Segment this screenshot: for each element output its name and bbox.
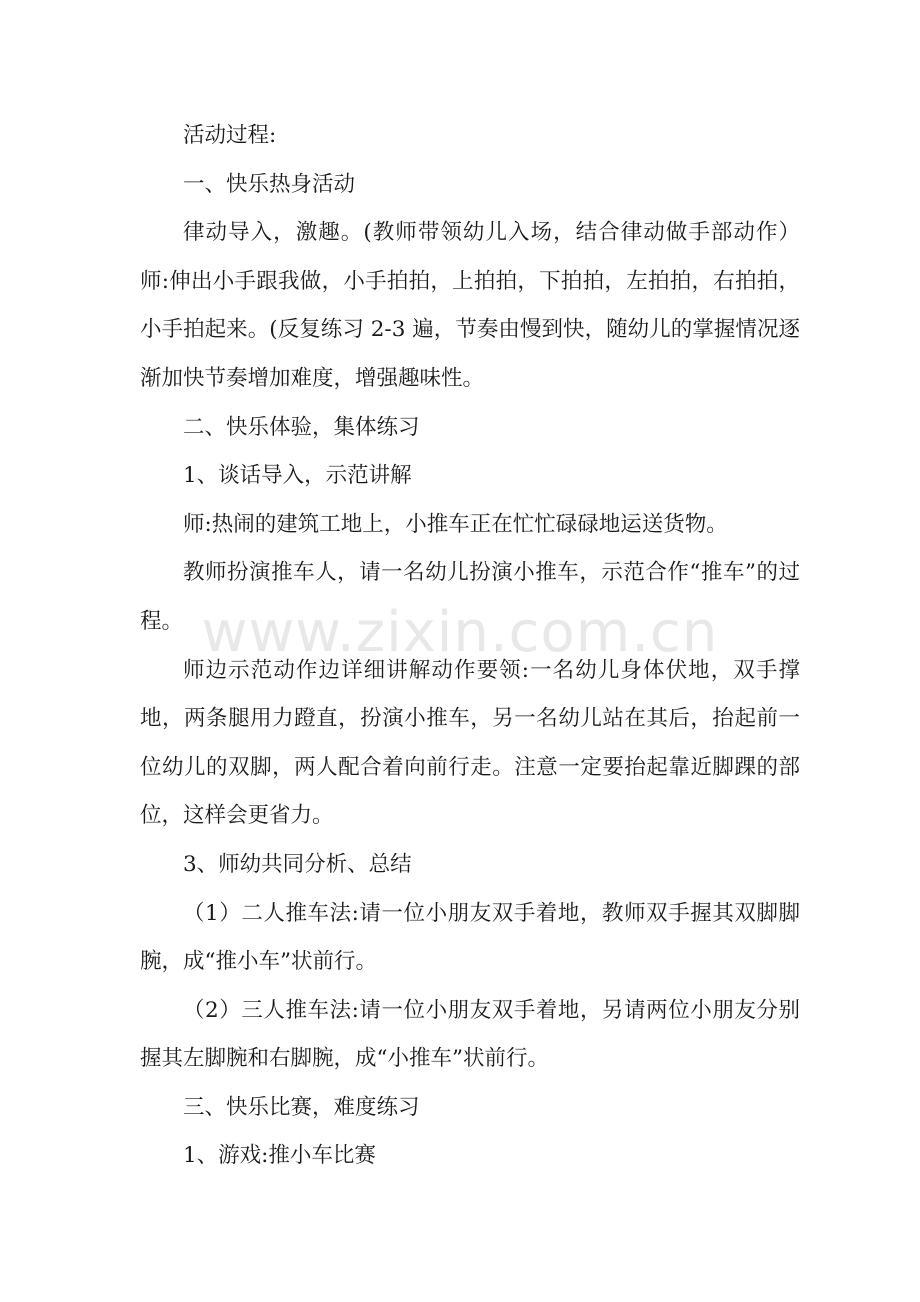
- paragraph-method-three-person: （2）三人推车法:请一位小朋友双手着地，另请两位小朋友分别握其左脚腕和右脚腕，成“小推车”状前行。: [140, 997, 800, 1072]
- paragraph-warmup-rhythm: 律动导入，激趣。(教师带领幼儿入场，结合律动做手部动作）师:伸出小手跟我做，小手拍拍，上拍拍，下拍拍，左拍拍，右拍拍，小手拍起来。(反复练习 2-3 遍，节奏由慢到快，随幼儿的掌握情况逐渐加快节奏增加难度，增强趣味性。: [140, 220, 800, 391]
- paragraph-method-two-person: （1）二人推车法:请一位小朋友双手着地，教师双手握其双脚脚腕，成“推小车”状前行。: [140, 900, 800, 975]
- heading-section-1: 一、快乐热身活动: [183, 171, 356, 197]
- paragraph-teacher-intro: 师:热闹的建筑工地上，小推车正在忙忙碌碌地运送货物。: [183, 511, 728, 537]
- paragraph-teacher-demo: 教师扮演推车人，请一名幼儿扮演小推车，示范合作“推车”的过程。: [140, 560, 800, 634]
- heading-section-3: 三、快乐比赛，难度练习: [183, 1094, 420, 1120]
- subheading-2-3: 3、师幼共同分析、总结: [183, 851, 412, 877]
- paragraph-demo-details: 师边示范动作边详细讲解动作要领:一名幼儿身体伏地，双手撑地，两条腿用力蹬直，扮演小推车，另一名幼儿站在其后，抬起前一位幼儿的双脚，两人配合着向前行走。注意一定要抬起靠近脚踝的部位，这样会更省力。: [140, 657, 800, 829]
- subheading-3-1: 1、游戏:推小车比赛: [183, 1143, 376, 1169]
- watermark: www.zixin.com.cn: [201, 600, 719, 665]
- document-body: [140, 112, 800, 1181]
- subheading-2-1: 1、谈话导入，示范讲解: [183, 463, 412, 489]
- heading-section-2: 二、快乐体验，集体练习: [183, 414, 420, 440]
- paragraph-activity-process: 活动过程:: [183, 123, 277, 148]
